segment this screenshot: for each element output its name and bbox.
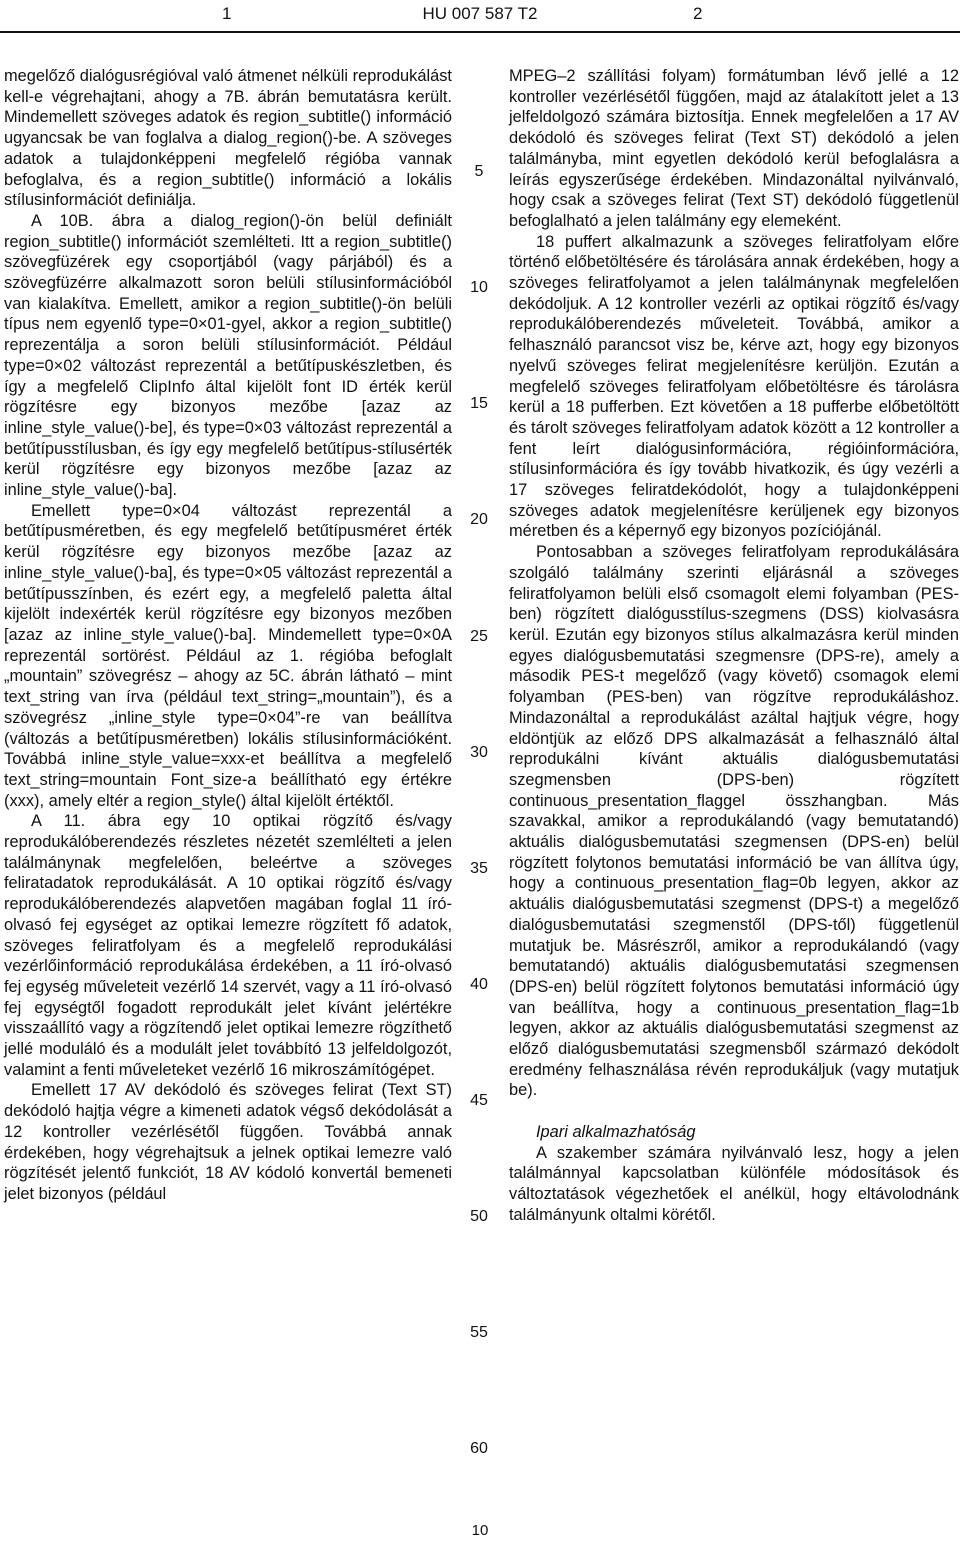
right-column <box>509 66 959 1225</box>
line-number: 20 <box>470 511 488 528</box>
line-number: 40 <box>470 976 488 993</box>
page-header <box>0 0 960 34</box>
section-heading: Ipari alkalmazhatóság <box>536 1122 696 1141</box>
header-page-left: 1 <box>222 4 232 23</box>
page-footer-number: 10 <box>471 1522 489 1539</box>
header-doc-number: HU 007 587 T2 <box>422 4 538 23</box>
paragraph: A 10B. ábra a dialog_region()-ön belül definiált region_subtitle() információt szemlélteti. Itt a region_subtitle() szövegfüzérek egy csoportjából (vagy párjából) és a szövegfüzérre alkalmazott soron belüli stílusinformációból van kialakítva. Emellett, amikor a region_subtitle()-ön belüli típus nem egyenlő type=0×01-gyel, akkor a region_subtitle() reprezentálja a soron belüli stílusinformációt. Például type=0×02 változást reprezentál a betűtípuskészletben, és így a megfelelő ClipInfo által kijelölt font ID érték kerül rögzítésre egy bizonyos mezőbe [azaz az inline_style_value()-be], és type=0×03 változást reprezentál a betűtípusstílusban, és így egy megfelelő betűtípus-stílusérték kerül rögzítésre egy bizonyos mezőbe [azaz az inline_style_value()-ba]. <box>4 211 452 500</box>
line-number: 30 <box>470 744 488 761</box>
paragraph: A 11. ábra egy 10 optikai rögzítő és/vagy reprodukálóberendezés részletes nézetét szemlélteti a jelen találmánynak megfelelően, beleértve a szöveges feliratadatok reprodukálását. A 10 optikai rögzítő és/vagy reprodukálóberendezés alapvetően magában foglal 11 író-olvasó fej egységet az optikai lemezre rögzített fő adatok, szöveges feliratfolyam és a megfelelő reprodukálási vezérlőinformáció reprodukálása érdekében, a 11 író-olvasó fej egység műveleteit vezérlő 14 szervét, vagy a 11 író-olvasó fej egységtől fogadott reprodukált jelet kívánt jelértékre visszaállító vagy a rögzítendő jelet optikai lemezre rögzíthető jellé moduláló és a modulált jelet továbbító 13 jelfeldolgozót, valamint a fenti műveleteket vezérlő 16 mikroszámítógépet. <box>4 812 452 1079</box>
paragraph: A szakember számára nyilvánvaló lesz, hogy a jelen találmánnyal kapcsolatban különféle módosítások és változtatások végezhetőek el anélkül, hogy eltávolodnánk találmányunk oltalmi körétől. <box>509 1143 959 1224</box>
line-number: 60 <box>470 1440 488 1457</box>
paragraph: Emellett type=0×04 változást reprezentál a betűtípusméretben, és egy megfelelő betűtípusméret érték kerül rögzítésre egy bizonyos mezőbe [azaz az inline_style_value()-ba], és type=0×05 változást reprezentál a betűtípusszínben, és ezért egy, a megfelelő paletta által kijelölt indexérték kerül rögzítésre egy bizonyos mezőben [azaz az inline_style_value()-ba]. Mindemellett type=0×0A reprezentál sortörést. Például az 1. régióba befoglalt „mountain” szövegrész – ahogy az 5C. ábrán látható – mint text_string van írva (például text_string=„mountain”), és a szövegrész „inline_style type=0×04”-re van beállítva (változás a betűtípusméretben) lokális stílusinformációként. Továbbá inline_style_value=xxx-et beállítva a megfelelő text_string=mountain Font_size-a beállítható egy értékre (xxx), amely eltér a region_style() által kijelölt értéktől. <box>4 501 452 810</box>
line-number: 25 <box>470 628 488 645</box>
line-number: 15 <box>470 395 488 412</box>
paragraph: MPEG–2 szállítási folyam) formátumban lévő jellé a 12 kontroller vezérlésétől függően, majd az átalakított jelet a 13 jelfeldolgozó számára biztosítja. Ennek megfelelően a 17 AV dekódoló és szöveges felirat (Text ST) dekódoló a jelen találmányba, mint egyetlen dekódoló kerül befoglalásra a leírás egyszerűsége érdekében. Mindazonáltal nyilvánvaló, hogy csak a szöveges felirat (Text ST) dekódoló függetlenül befoglalható a jelen találmány egy elemeként. <box>509 67 959 230</box>
line-number: 50 <box>470 1208 488 1225</box>
line-number: 10 <box>470 279 488 296</box>
paragraph: 18 puffert alkalmazunk a szöveges feliratfolyam előre történő előbetöltésére és tárolására annak érdekében, hogy a szöveges feliratfolyamot a jelen találmánynak megfelelően dekódoljuk. A 12 kontroller vezérli az optikai rögzítő és/vagy reprodukálóberendezés műveleteit. Továbbá, amikor a felhasználó parancsot visz be, kérve azt, hogy egy bizonyos nyelvű szöveges felirat megjelenítésre kerüljön. Ezután a megfelelő szöveges feliratfolyam előbetöltésre és tárolásra kerül a 18 pufferben. Ezt követően a 18 pufferbe előbetöltött és tárolt szöveges feliratfolyam adatok között a 12 kontroller a fent leírt dialógusinformációra, régióinformációra, stílusinformációra és így tovább hivatkozik, és úgy vezérli a 17 szöveges feliratdekódolót, hogy a tulajdonképpeni szöveges adatok megjelenítésre kerüljenek egy bizonyos méretben és a képernyő egy bizonyos pozíciójánál. <box>509 232 959 541</box>
line-number: 55 <box>470 1324 488 1341</box>
paragraph: megelőző dialógusrégióval való átmenet nélküli reprodukálást kell-e végrehajtani, ahogy a 7B. ábrán bemutatásra került. Mindemellett szöveges adatok és region_subtitle() információ ugyancsak be van foglalva a dialog_region()-be. A szöveges adatok a tulajdonképpeni megfelelő régióba vannak befoglalva, és a region_subtitle() információ a lokális stílusinformációt definiálja. <box>4 67 452 210</box>
left-column <box>4 66 452 1205</box>
line-number: 5 <box>474 163 484 180</box>
line-number: 45 <box>470 1092 488 1109</box>
paragraph: Pontosabban a szöveges feliratfolyam reprodukálására szolgáló találmány szerinti eljárásnál a szöveges feliratfolyamon belüli első csomagolt elemi folyamban (PES-ben) rögzített dialógusstílus-szegmens (DSS) kiolvasásra kerül. Ezután egy bizonyos stílus alkalmazásra kerül minden egyes dialógusbemutatási szegmensre (DPS-re), amely a második PES-t megelőző (vagy követő) csomagok elemi folyamban (PES-ben) van rögzítve reprodukáláshoz. Mindazonáltal a reprodukálást azáltal hajtjuk végre, hogy eldöntjük az előző DPS alkalmazását a felhasználó által reprodukálni kívánt aktuális dialógusbemutatási szegmensben (DPS-ben) rögzített continuous_presentation_flaggel összhangban. Más szavakkal, amikor a reprodukálandó (vagy bemutatandó) aktuális dialógusbemutatási szegmensen (DPS-en) belül rögzített folytonos bemutatási információ be van állítva úgy, hogy a continuous_presentation_flag=0b legyen, akkor az aktuális dialógusbemutatási szegmenst (DPS-t) a megelőző dialógusbemutatási szegmenstől (DPS-től) függetlenül mutatjuk be. Másrészről, amikor a reprodukálandó (vagy bemutatandó) aktuális dialógusbemutatási szegmensen (DPS-en) belül rögzített folytonos bemutatási információ úgy van beállítva, hogy a continuous_presentation_flag=1b legyen, akkor az aktuális dialógusbemutatási szegmenst az előző dialógusbemutatási szegmensből származó dekódolt eredmény felhasználása révén reprodukáljuk (vagy mutatjuk be). <box>509 543 959 1100</box>
header-rule <box>0 31 960 33</box>
paragraph: Emellett 17 AV dekódoló és szöveges felirat (Text ST) dekódoló hajtja végre a kimeneti adatok végső dekódolását a 12 kontroller vezérlésétől függően. Továbbá annak érdekében, hogy végrehajtsuk a jelnek optikai lemezre való rögzítését jelentő funkciót, 18 AV kódoló konvertál bemeneti jelet bizonyos (például <box>4 1081 452 1203</box>
line-number: 35 <box>470 860 488 877</box>
header-page-right: 2 <box>693 4 703 23</box>
